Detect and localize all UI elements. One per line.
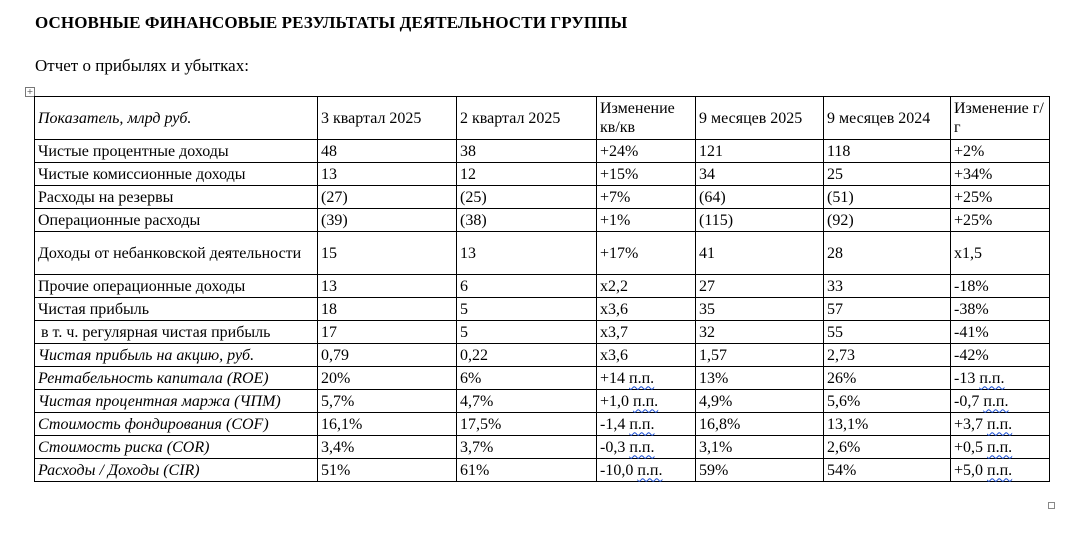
cell: 2,73: [824, 344, 951, 367]
cell: x2,2: [597, 275, 696, 298]
cell: -18%: [951, 275, 1050, 298]
cell: 34: [696, 163, 824, 186]
cell: 57: [824, 298, 951, 321]
row-label: Чистые процентные доходы: [35, 140, 318, 163]
spellcheck-marked-text: п.п.: [633, 392, 659, 410]
table-row: [35, 459, 1050, 482]
cell: 15: [318, 232, 457, 275]
table-move-handle-icon[interactable]: +: [26, 87, 34, 96]
cell: 55: [824, 321, 951, 344]
table-row: [35, 275, 1050, 298]
cell: +34%: [951, 163, 1050, 186]
cell: 4,7%: [457, 390, 597, 413]
row-label: Расходы на резервы: [35, 186, 318, 209]
cell: -13 п.п.: [951, 367, 1050, 390]
table-row: [35, 344, 1050, 367]
cell: (38): [457, 209, 597, 232]
cell: 54%: [824, 459, 951, 482]
table-row: [35, 413, 1050, 436]
cell: 0,79: [318, 344, 457, 367]
spellcheck-marked-text: п.п.: [629, 438, 655, 456]
cell: 16,1%: [318, 413, 457, 436]
spellcheck-marked-text: п.п.: [629, 369, 655, 387]
row-label: Доходы от небанковской деятельности: [35, 232, 318, 275]
cell: 5,6%: [824, 390, 951, 413]
cell: +14 п.п.: [597, 367, 696, 390]
header-9m-2025: 9 месяцев 2025: [696, 97, 824, 140]
table-row: [35, 140, 1050, 163]
cell: 17: [318, 321, 457, 344]
table-row: [35, 163, 1050, 186]
cell: (51): [824, 186, 951, 209]
header-change-qoq: Изменение кв/кв: [597, 97, 696, 140]
spellcheck-marked-text: п.п.: [987, 438, 1013, 456]
cell: 5: [457, 298, 597, 321]
cell: (27): [318, 186, 457, 209]
row-label: Чистая прибыль: [35, 298, 318, 321]
cell: 25: [824, 163, 951, 186]
cell: 13: [318, 163, 457, 186]
cell: 0,22: [457, 344, 597, 367]
table-row: [35, 209, 1050, 232]
cell: 3,1%: [696, 436, 824, 459]
cell: 12: [457, 163, 597, 186]
cell: 59%: [696, 459, 824, 482]
table-row: [35, 298, 1050, 321]
cell: x3,6: [597, 344, 696, 367]
spellcheck-marked-text: п.п.: [629, 415, 655, 433]
document-title: ОСНОВНЫЕ ФИНАНСОВЫЕ РЕЗУЛЬТАТЫ ДЕЯТЕЛЬНОСТИ ГРУППЫ: [35, 13, 628, 32]
cell: 17,5%: [457, 413, 597, 436]
cell: 13,1%: [824, 413, 951, 436]
row-label: Расходы / Доходы (CIR): [35, 459, 318, 482]
cell: +1%: [597, 209, 696, 232]
cell: 13: [457, 232, 597, 275]
row-label: в т. ч. регулярная чистая прибыль: [35, 321, 318, 344]
cell: -0,7 п.п.: [951, 390, 1050, 413]
cell: 6%: [457, 367, 597, 390]
header-change-yoy: Изменение г/г: [951, 97, 1050, 140]
spellcheck-marked-text: п.п.: [979, 369, 1005, 387]
row-label: Чистая процентная маржа (ЧПМ): [35, 390, 318, 413]
cell: 26%: [824, 367, 951, 390]
cell: 51%: [318, 459, 457, 482]
cell: 2,6%: [824, 436, 951, 459]
cell: 38: [457, 140, 597, 163]
cell: 61%: [457, 459, 597, 482]
cell: -42%: [951, 344, 1050, 367]
cell: (92): [824, 209, 951, 232]
spellcheck-marked-text: п.п.: [983, 392, 1009, 410]
cell: +1,0 п.п.: [597, 390, 696, 413]
cell: -1,4 п.п.: [597, 413, 696, 436]
cell: 6: [457, 275, 597, 298]
cell: (25): [457, 186, 597, 209]
cell: +24%: [597, 140, 696, 163]
cell: 3,4%: [318, 436, 457, 459]
spellcheck-marked-text: п.п.: [987, 415, 1013, 433]
cell: 13: [318, 275, 457, 298]
cell: 35: [696, 298, 824, 321]
cell: (39): [318, 209, 457, 232]
table-row: [35, 436, 1050, 459]
cell: x1,5: [951, 232, 1050, 275]
cell: 41: [696, 232, 824, 275]
cell: 5: [457, 321, 597, 344]
cell: 5,7%: [318, 390, 457, 413]
cell: 1,57: [696, 344, 824, 367]
cell: (64): [696, 186, 824, 209]
row-label: Рентабельность капитала (ROE): [35, 367, 318, 390]
cell: 118: [824, 140, 951, 163]
cell: x3,6: [597, 298, 696, 321]
row-label: Стоимость фондирования (COF): [35, 413, 318, 436]
table-row: [35, 367, 1050, 390]
cell: -10,0 п.п.: [597, 459, 696, 482]
header-q3-2025: 3 квартал 2025: [318, 97, 457, 140]
table-header-row: [35, 97, 1050, 140]
cell: -0,3 п.п.: [597, 436, 696, 459]
cell: (115): [696, 209, 824, 232]
cell: +5,0 п.п.: [951, 459, 1050, 482]
cell: 48: [318, 140, 457, 163]
cell: +2%: [951, 140, 1050, 163]
cell: +17%: [597, 232, 696, 275]
cell: 20%: [318, 367, 457, 390]
row-label: Чистые комиссионные доходы: [35, 163, 318, 186]
cell: x3,7: [597, 321, 696, 344]
table-row: [35, 186, 1050, 209]
cell: +25%: [951, 209, 1050, 232]
row-label: Чистая прибыль на акцию, руб.: [35, 344, 318, 367]
cell: 27: [696, 275, 824, 298]
cell: 3,7%: [457, 436, 597, 459]
row-label: Операционные расходы: [35, 209, 318, 232]
header-q2-2025: 2 квартал 2025: [457, 97, 597, 140]
row-label: Прочие операционные доходы: [35, 275, 318, 298]
header-indicator: Показатель, млрд руб.: [35, 97, 318, 140]
cell: 121: [696, 140, 824, 163]
cell: 16,8%: [696, 413, 824, 436]
header-9m-2024: 9 месяцев 2024: [824, 97, 951, 140]
cell: 33: [824, 275, 951, 298]
cell: 4,9%: [696, 390, 824, 413]
cell: -38%: [951, 298, 1050, 321]
cell: +3,7 п.п.: [951, 413, 1050, 436]
table-resize-handle[interactable]: [1048, 502, 1055, 509]
spellcheck-marked-text: п.п.: [987, 461, 1013, 479]
table-row: [35, 390, 1050, 413]
spellcheck-marked-text: п.п.: [637, 461, 663, 479]
cell: -41%: [951, 321, 1050, 344]
cell: +15%: [597, 163, 696, 186]
row-label: Стоимость риска (COR): [35, 436, 318, 459]
cell: 13%: [696, 367, 824, 390]
cell: 18: [318, 298, 457, 321]
financial-results-table: [34, 96, 1050, 482]
cell: 28: [824, 232, 951, 275]
cell: +0,5 п.п.: [951, 436, 1050, 459]
cell: +25%: [951, 186, 1050, 209]
table-row: [35, 232, 1050, 275]
cell: 32: [696, 321, 824, 344]
document-subtitle: Отчет о прибылях и убытках:: [35, 56, 249, 75]
cell: +7%: [597, 186, 696, 209]
table-row: [35, 321, 1050, 344]
